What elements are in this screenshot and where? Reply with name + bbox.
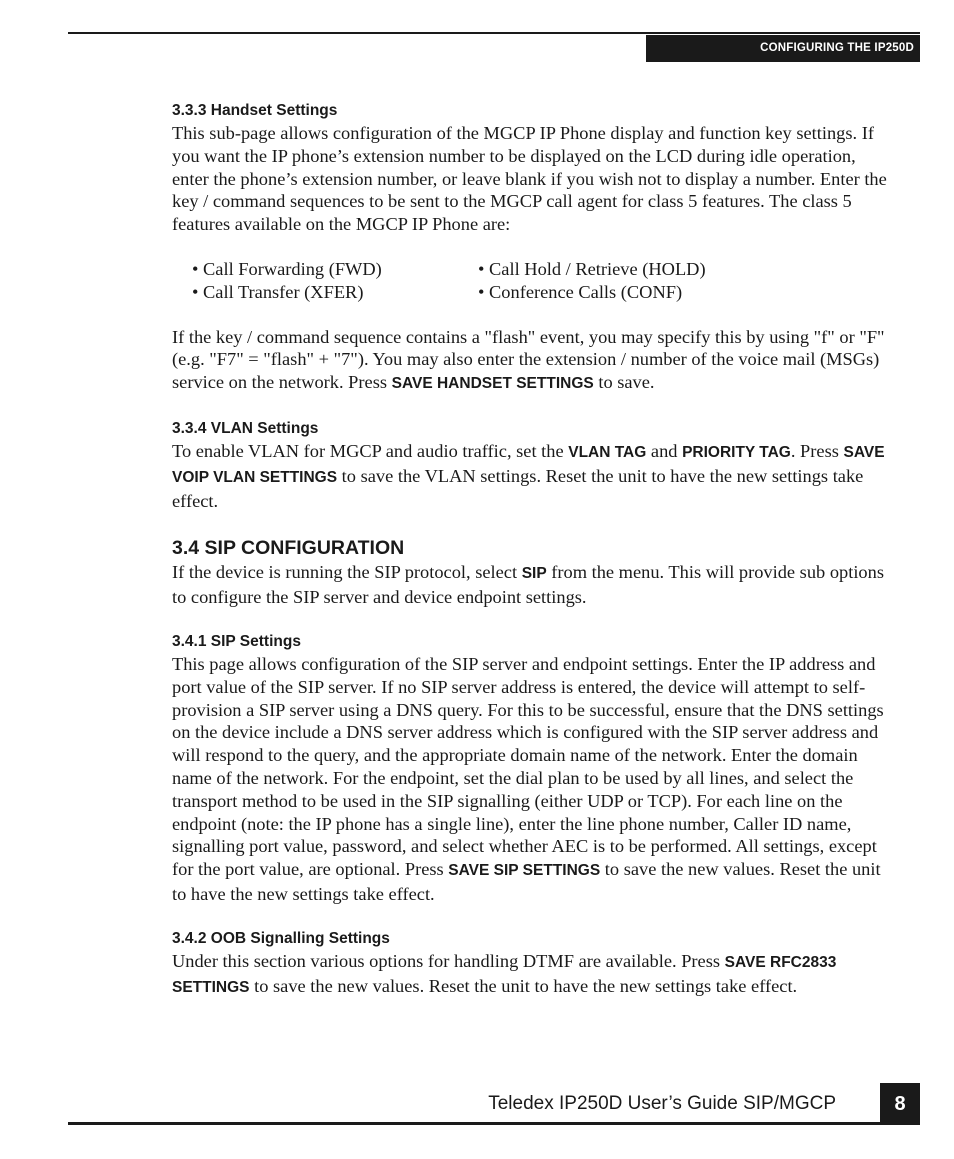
text-run: If the device is running the SIP protocol, select xyxy=(172,562,522,583)
header-rule xyxy=(68,32,920,34)
keyword-save-sip-settings: SAVE SIP SETTINGS xyxy=(448,862,601,880)
running-header: CONFIGURING THE IP250D xyxy=(646,35,920,62)
section-heading-handset: 3.3.3 Handset Settings xyxy=(172,102,338,119)
list-item: • Call Forwarding (FWD) xyxy=(192,258,382,279)
keyword-save-voip-vlan-settings: SAVE VOIP VLAN SETTINGS xyxy=(172,443,885,486)
text-run: to save the VLAN settings. Reset the unit to have the new settings take effect. xyxy=(172,465,864,511)
text-run: to save the new values. Reset the unit to have the new settings take effect. xyxy=(249,975,798,996)
text-run: from the menu. This will provide sub options to configure the SIP server and device endpoint settings. xyxy=(172,562,884,608)
text-run: to save the new values. Reset the unit to have the new settings take effect. xyxy=(172,859,881,904)
keyword-save-handset-settings: SAVE HANDSET SETTINGS xyxy=(391,375,594,393)
list-item: • Call Hold / Retrieve (HOLD) xyxy=(478,258,706,279)
list-item: • Conference Calls (CONF) xyxy=(478,281,683,302)
text-run: If the key / command sequence contains a "flash" event, you may specify this by using "f" or "F" (e.g. "F7" = "flash" + "7"). You may also enter the extension / number of the voice mail (MSGs) service on the network. Press xyxy=(172,326,885,393)
list-item: • Call Transfer (XFER) xyxy=(192,281,364,302)
text-run: to save. xyxy=(593,372,655,393)
handset-intro-paragraph: This sub-page allows configuration of the MGCP IP Phone display and function key settings. If you want the IP phone’s extension number to be displayed on the LCD during idle operation, enter the phone’s extension number, or leave blank if you wish not to display a number. Enter the key / command sequences to be sent to the MGCP call agent for class 5 features. The class 5 features available on the MGCP IP Phone are: xyxy=(172,123,887,235)
section-heading-vlan: 3.3.4 VLAN Settings xyxy=(172,419,319,437)
text-run: To enable VLAN for MGCP and audio traffic, set the xyxy=(172,440,569,461)
class5-feature-list xyxy=(192,258,888,304)
keyword-priority-tag: PRIORITY TAG xyxy=(682,443,791,461)
text-run: Under this section various options for handling DTMF are available. Press xyxy=(172,950,725,971)
text-run: . Press xyxy=(790,440,844,461)
section-heading-sip-settings: 3.4.1 SIP Settings xyxy=(172,632,301,650)
page-number: 8 xyxy=(880,1083,920,1125)
keyword-save-rfc2833-settings: SAVE RFC2833 SETTINGS xyxy=(172,953,837,996)
vlan-paragraph xyxy=(172,440,888,512)
page-content xyxy=(172,100,888,999)
oob-signalling-paragraph xyxy=(172,950,888,1000)
footer-guide-title: Teledex IP250D User’s Guide SIP/MGCP xyxy=(488,1093,836,1114)
text-run: This page allows configuration of the SIP server and endpoint settings. Enter the IP address and port value of the SIP server. If no SIP server address is entered, the device will attempt to self-provision a SIP server using a DNS query. For this to be successful, ensure that the DNS settings on the device include a DNS server address which is configured with the SIP server address and will respond to the query, and the appropriate domain name of the network. Enter the domain name of the network. For the endpoint, set the dial plan to be used by all lines, and select the transport method to be used in the SIP signalling (either UDP or TCP). For each line on the endpoint (note: the IP phone has a single line), enter the line phone number, Caller ID name, signalling port value, password, and select whether AEC is to be performed. All settings, except for the port value, are optional. Press xyxy=(172,653,884,880)
sip-configuration-paragraph xyxy=(172,561,888,609)
keyword-sip: SIP xyxy=(521,565,547,583)
handset-flash-paragraph xyxy=(172,326,888,396)
footer-rule xyxy=(68,1122,920,1125)
text-run: and xyxy=(646,440,683,461)
keyword-vlan-tag: VLAN TAG xyxy=(568,443,647,461)
section-heading-sip-configuration: 3.4 SIP CONFIGURATION xyxy=(172,537,405,560)
sip-settings-paragraph xyxy=(172,653,888,906)
section-heading-oob-signalling: 3.4.2 OOB Signalling Settings xyxy=(172,929,390,947)
